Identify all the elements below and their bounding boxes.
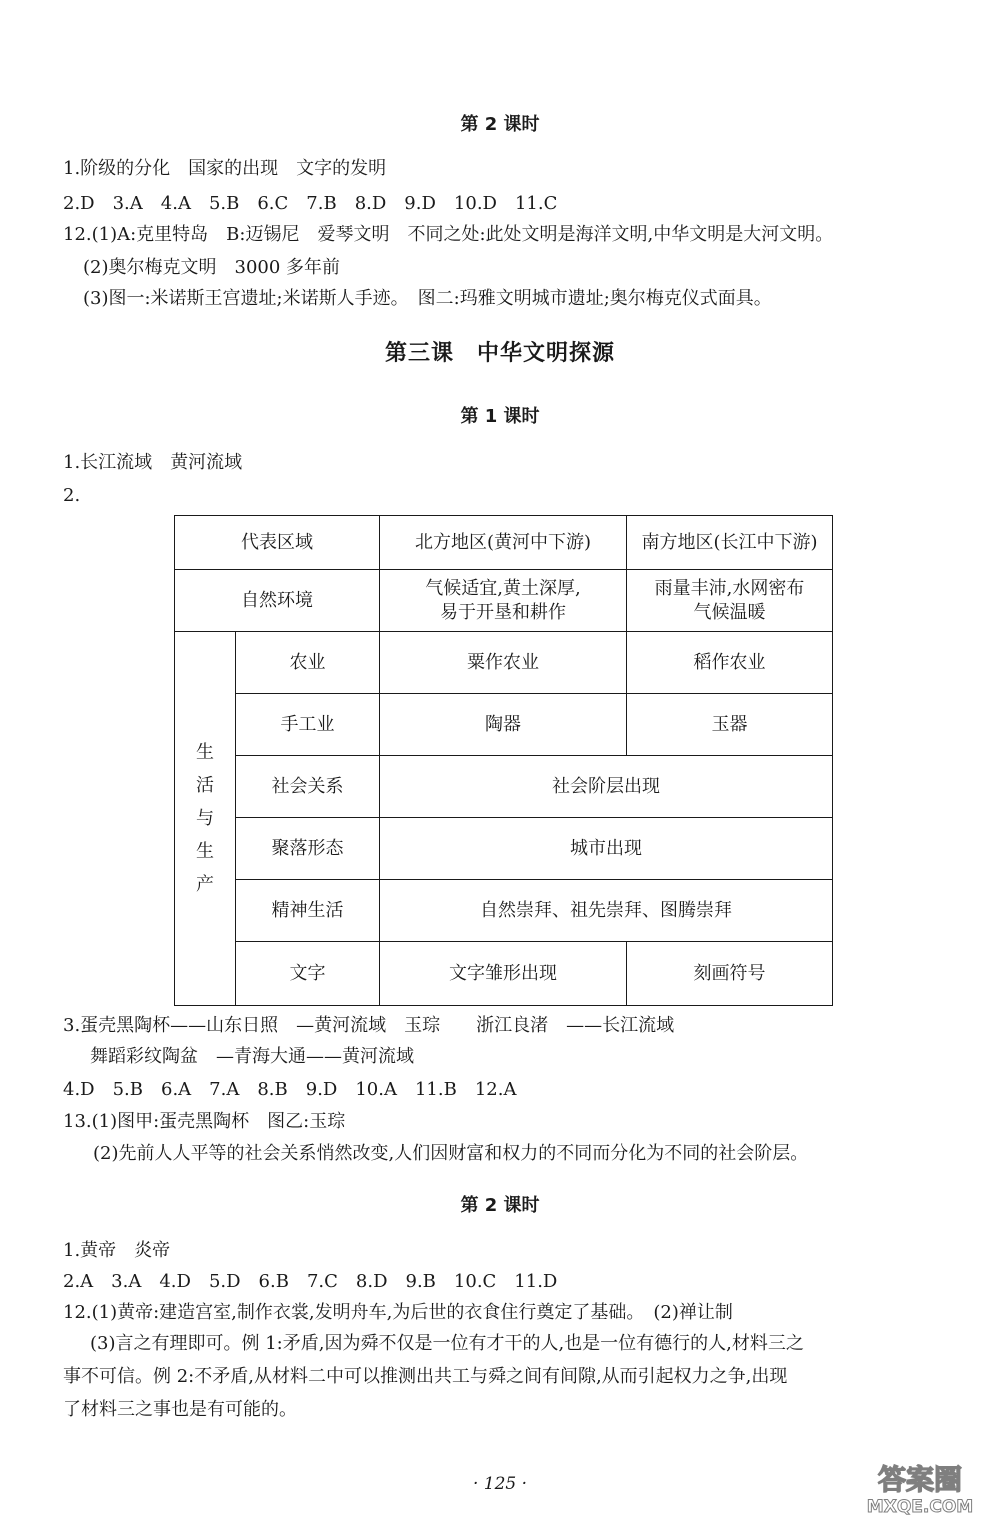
table-row [175,694,833,756]
group-label-char: 生 [196,841,214,862]
answer-line: 了材料三之事也是有可能的。 [63,1399,297,1420]
table-cell: 刻画符号 [627,942,833,1006]
group-label-char: 产 [196,874,214,895]
answer-line: (3)图一:米诺斯王宫遗址;米诺斯人手迹。 图二:玛雅文明城市遗址;奥尔梅克仪式面具。 [83,288,772,309]
table-row [175,942,833,1006]
row-label: 手工业 [236,694,380,756]
section-heading-lesson2-b: 第 2 课时 [460,1195,540,1216]
answer-line: 1.黄帝 炎帝 [63,1240,171,1261]
row-label: 社会关系 [236,756,380,818]
lesson-title: 第三课 中华文明探源 [384,341,615,366]
table-cell [380,570,627,632]
table-cell: 自然崇拜、祖先崇拜、图腾崇拜 [380,880,833,942]
answer-line: 2.A 3.A 4.D 5.D 6.B 7.C 8.D 9.B 10.C 11.D [63,1271,558,1292]
answer-line: 12.(1)A:克里特岛 B:迈锡尼 爱琴文明 不同之处:此处文明是海洋文明,中华文明是大河文明。 [63,224,834,245]
answer-line: 12.(1)黄帝:建造宫室,制作衣裳,发明舟车,为后世的衣食住行奠定了基础。 (2)禅让制 [63,1302,733,1323]
cell-text-line: 雨量丰沛,水网密布 [654,577,805,599]
table-row-environment [175,570,833,632]
table-cell: 粟作农业 [380,632,627,694]
header-cell-region: 代表区域 [175,516,380,570]
answer-line: (2)先前人人平等的社会关系悄然改变,人们因财富和权力的不同而分化为不同的社会阶层。 [93,1143,809,1164]
table-cell: 陶器 [380,694,627,756]
answer-line: 事不可信。例 2:不矛盾,从材料二中可以推测出共工与舜之间有间隙,从而引起权力之争,出现 [63,1366,788,1387]
table-cell: 文字雏形出现 [380,942,627,1006]
answer-line: 舞蹈彩纹陶盆 —青海大通——黄河流域 [90,1046,414,1067]
table-row [175,632,833,694]
row-label: 自然环境 [175,570,380,632]
answer-line: 4.D 5.B 6.A 7.A 8.B 9.D 10.A 11.B 12.A [63,1079,517,1100]
answer-line: 1.阶级的分化 国家的出现 文字的发明 [63,158,387,179]
answer-line: (2)奥尔梅克文明 3000 多年前 [83,257,341,278]
cell-text-line: 气候适宜,黄土深厚, [425,577,581,599]
group-label-char: 生 [196,742,214,763]
answer-line: 2.D 3.A 4.A 5.B 6.C 7.B 8.D 9.D 10.D 11.C [63,193,558,214]
header-cell-north: 北方地区(黄河中下游) [380,516,627,570]
answer-line: 1.长江流域 黄河流域 [63,452,243,473]
watermark-logo-icon [850,1457,990,1517]
watermark-bottom-text: MXQE.COM [866,1497,974,1517]
watermark-logo [850,1457,990,1517]
cell-text-line: 易于开垦和耕作 [440,601,566,623]
row-label: 农业 [236,632,380,694]
group-label-char: 活 [196,775,214,796]
row-label: 文字 [236,942,380,1006]
table-header-row [175,516,833,570]
answer-line: 13.(1)图甲:蛋壳黑陶杯 图乙:玉琮 [63,1111,346,1132]
table-cell: 稻作农业 [627,632,833,694]
answer-line: 2. [63,485,81,506]
section-heading-lesson1: 第 1 课时 [460,406,540,427]
table-cell: 社会阶层出现 [380,756,833,818]
table-cell: 城市出现 [380,818,833,880]
row-label: 精神生活 [236,880,380,942]
cell-text-line: 气候温暖 [693,601,766,623]
group-label-char: 与 [196,808,214,829]
page-number: · 125 · [472,1474,528,1494]
table-row [175,756,833,818]
header-cell-south: 南方地区(长江中下游) [627,516,833,570]
table-cell [627,570,833,632]
answer-line: (3)言之有理即可。例 1:矛盾,因为舜不仅是一位有才干的人,也是一位有德行的人,材料三之 [90,1333,804,1354]
table-cell: 玉器 [627,694,833,756]
row-label: 聚落形态 [236,818,380,880]
civilization-comparison-table [174,515,833,1006]
table-row [175,818,833,880]
section-heading-lesson2-a: 第 2 课时 [460,114,540,135]
answer-line: 3.蛋壳黑陶杯——山东日照 —黄河流域 玉琮 浙江良渚 ——长江流域 [63,1015,675,1036]
watermark-top-text: 答案圈 [877,1463,963,1496]
table-row [175,880,833,942]
group-label-life-and-production [175,632,236,1006]
